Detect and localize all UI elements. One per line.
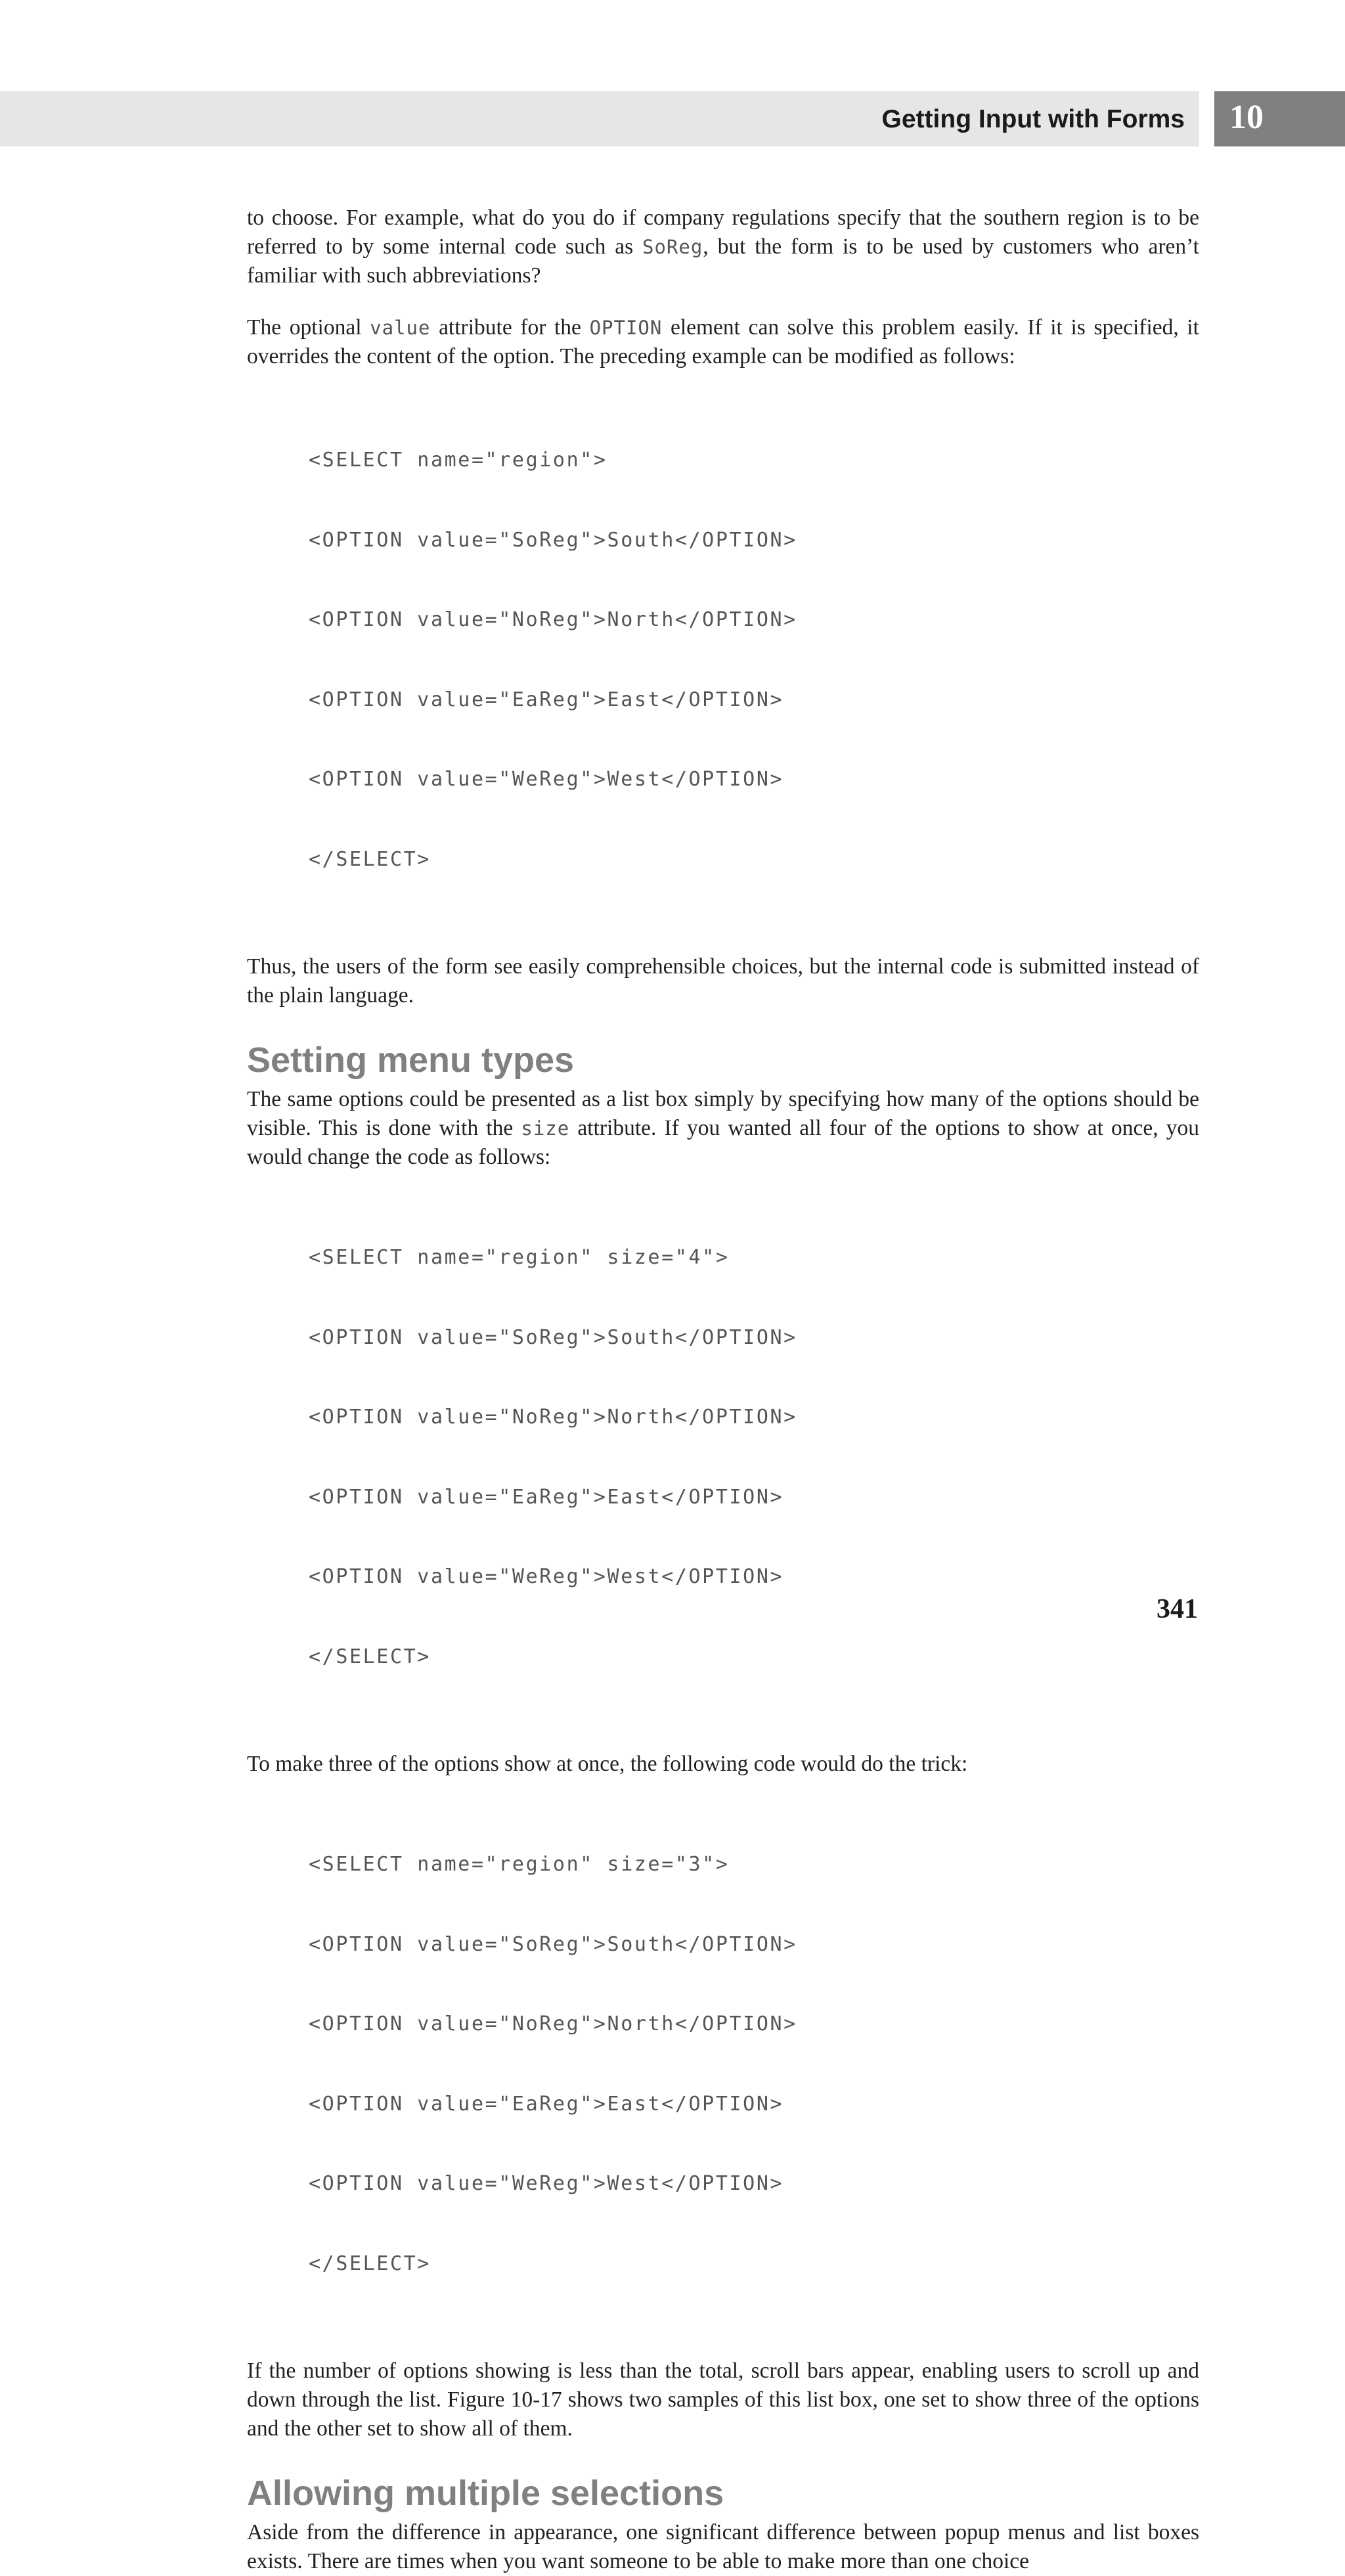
code-line: <OPTION value="WeReg">West</OPTION> <box>309 768 784 791</box>
section-heading-setting-menu-types: Setting menu types <box>247 1040 575 1080</box>
code-block-3 <box>247 1798 1199 2330</box>
code-line: </SELECT> <box>309 2252 431 2275</box>
inline-code-value: value <box>370 317 431 339</box>
code-block-2 <box>247 1191 1199 1723</box>
code-line: <OPTION value="WeReg">West</OPTION> <box>309 2172 784 2195</box>
paragraph-2-text-b: attribute for the <box>430 315 590 340</box>
paragraph-4-text-a: The same options could be presented as a list box simply by specifying how many of the options should be visible. This is done with the <box>247 1087 1199 1140</box>
inline-code-option: OPTION <box>589 317 663 339</box>
code-line: <OPTION value="EaReg">East</OPTION> <box>309 688 784 711</box>
paragraph-2-text-a: The optional <box>247 315 370 340</box>
paragraph-5: To make three of the options show at once, the following code would do the trick: <box>247 1752 968 1776</box>
section-heading-allowing-multiple-selections: Allowing multiple selections <box>247 2474 724 2513</box>
inline-code-soreg: SoReg <box>642 236 703 258</box>
paragraph-4 <box>247 1085 1199 1172</box>
chapter-number-box <box>1214 91 1345 146</box>
paragraph-1 <box>247 204 1199 290</box>
code-line: <OPTION value="SoReg">South</OPTION> <box>309 1932 797 1956</box>
code-line: <SELECT name="region" size="3"> <box>309 1853 730 1876</box>
paragraph-7: Aside from the difference in appearance, one significant difference between popup menus and list boxes exists. There are times when you want someone to be able to make more than one choice <box>247 2520 1199 2573</box>
inline-code-size: size <box>521 1117 570 1140</box>
paragraph-2 <box>247 313 1199 371</box>
code-line: </SELECT> <box>309 847 431 871</box>
code-line: <SELECT name="region"> <box>309 449 607 472</box>
page-body <box>247 204 1199 2576</box>
code-line: <OPTION value="EaReg">East</OPTION> <box>309 2092 784 2116</box>
code-line: <SELECT name="region" size="4"> <box>309 1246 730 1269</box>
paragraph-3: Thus, the users of the form see easily comprehensible choices, but the internal code is submitted instead of the plain language. <box>247 954 1199 1008</box>
code-line: </SELECT> <box>309 1645 431 1668</box>
chapter-number: 10 <box>1229 99 1264 136</box>
paragraph-1-text-b: , but the form is to be used by customers who aren’t familiar with such abbreviations? <box>247 234 1199 288</box>
code-line: <OPTION value="NoReg">North</OPTION> <box>309 1406 797 1429</box>
paragraph-1-text-a: to choose. For example, what do you do if company regulations specify that the southern region is to be referred to by some internal code such as <box>247 206 1199 259</box>
paragraph-4-text-b: attribute. If you wanted all four of the options to show at once, you would change the code as follows: <box>247 1116 1200 1169</box>
running-header-title: Getting Input with Forms <box>881 105 1185 133</box>
page-number: 341 <box>1157 1594 1198 1624</box>
code-line: <OPTION value="NoReg">North</OPTION> <box>309 2012 797 2035</box>
code-line: <OPTION value="NoReg">North</OPTION> <box>309 608 797 631</box>
paragraph-2-text-c: element can solve this problem easily. If it is specified, it overrides the content of the option. The preceding example can be modified as follows: <box>247 315 1199 368</box>
code-line: <OPTION value="SoReg">South</OPTION> <box>309 528 797 552</box>
code-line: <OPTION value="EaReg">East</OPTION> <box>309 1485 784 1509</box>
code-line: <OPTION value="SoReg">South</OPTION> <box>309 1325 797 1349</box>
paragraph-6: If the number of options showing is less than the total, scroll bars appear, enabling users to scroll up and down through the list. Figure 10-17 shows two samples of this list box, one set to show three of the options and the other set to show all of them. <box>247 2359 1199 2441</box>
code-line: <OPTION value="WeReg">West</OPTION> <box>309 1565 784 1588</box>
code-block-1 <box>247 394 1199 926</box>
